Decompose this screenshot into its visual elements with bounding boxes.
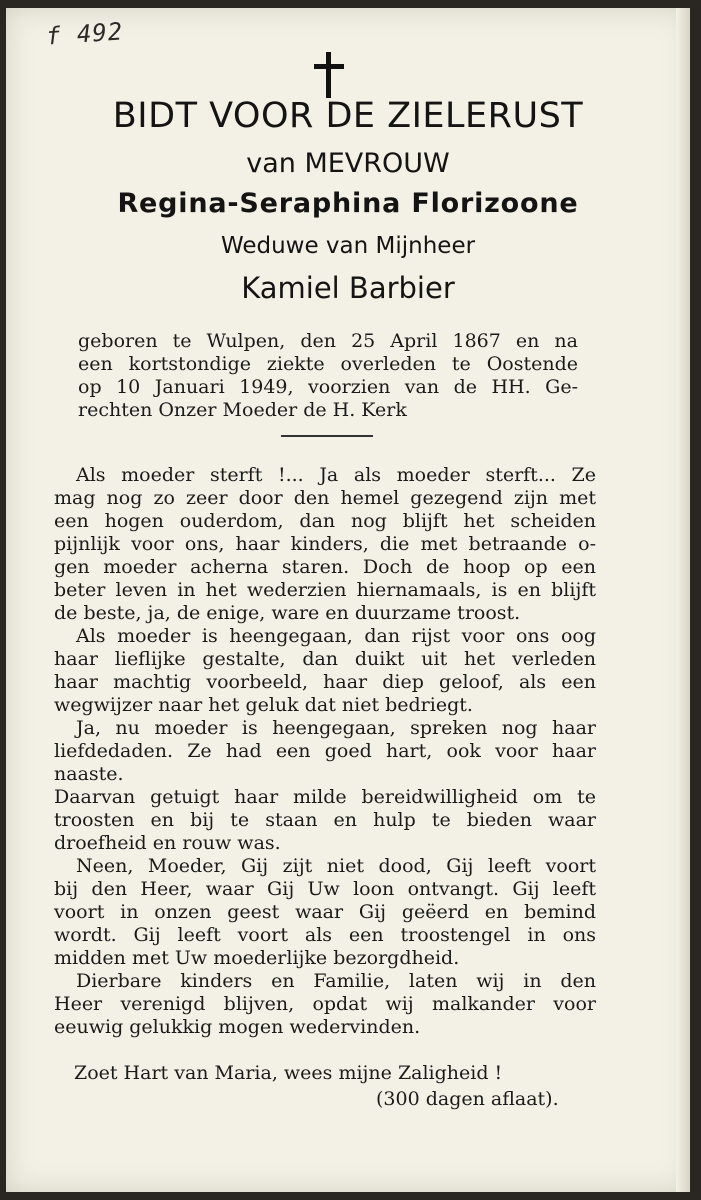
text-line: voort in onzen geest waar Gij geëerd en bemind [54,901,596,923]
text-line: droefheid en rouw was. [54,832,281,854]
biography-paragraph [78,330,578,422]
relation-line: Weduwe van Mijnheer [220,233,476,259]
bio-line: geboren te Wulpen, den 25 April 1867 en na [78,330,578,352]
text-line: een hogen ouderdom, dan nog blijft het scheiden [54,510,596,532]
text-line: naaste. [54,763,124,785]
deceased-name: Regina-Seraphina Florizoone [117,188,579,219]
indulgence-note: (300 dagen aflaat). [376,1088,559,1110]
handwritten-note: f 492 [45,17,125,51]
divider-line [281,435,373,437]
text-line: Dierbare kinders en Familie, laten wij in den [76,970,596,992]
text-line: Als moeder is heengegaan, dan rijst voor ons oog [76,625,596,647]
text-line: wegwijzer naar het geluk dat niet bedriegt. [54,694,473,716]
text-line: troosten en bij te staan en hulp te bieden waar [54,809,596,831]
bio-line: op 10 Januari 1949, voorzien van de HH. Ge- [78,376,578,398]
spouse-name: Kamiel Barbier [241,271,455,305]
text-line: de beste, ja, de enige, ware en duurzame troost. [54,602,521,624]
subheading: van MEVROUW [246,148,450,179]
text-line: midden met Uw moederlijke bezorgdheid. [54,947,460,969]
text-line: haar machtig voorbeeld, haar diep geloof, als een [54,671,596,693]
text-line: beter leven in het wederzien hiernamaals, is en blijft [54,579,596,601]
text-line: haar lieflijke gestalte, dan duikt uit het verleden [54,648,596,670]
text-line: eeuwig gelukkig mogen wedervinden. [54,1016,421,1038]
bio-line: een kortstondige ziekte overleden te Oostende [78,353,578,375]
text-line: pijnlijk voor ons, haar kinders, die met betraande o- [54,533,596,555]
text-line: Als moeder sterft !... Ja als moeder sterft... Ze [76,464,596,486]
text-line: Ja, nu moeder is heengegaan, spreken nog haar [76,717,596,739]
text-line: Heer verenigd blijven, opdat wij malkander voor [54,993,596,1015]
text-line: liefdedaden. Ze had een goed hart, ook voor haar [54,740,596,762]
card-edge-shadow [676,8,690,1192]
text-line: wordt. Gij leeft voort als een troostengel in ons [54,924,596,946]
bio-line: rechten Onzer Moeder de H. Kerk [78,399,407,421]
text-line: Daarvan getuigt haar milde bereidwilligheid om te [54,786,596,808]
text-line: gen moeder acherna staren. Doch de hoop op een [54,556,596,578]
text-line: mag nog zo zeer door den hemel gezegend zijn met [54,487,596,509]
heading: BIDT VOOR DE ZIELERUST [112,96,584,136]
text-line: Neen, Moeder, Gij zijt niet dood, Gij leeft voort [76,855,596,877]
memorial-text [54,464,596,1039]
closing-prayer: Zoet Hart van Maria, wees mijne Zaligheid ! [74,1062,503,1084]
cross-icon [314,52,344,98]
text-line: bij den Heer, waar Gij Uw loon ontvangt. Gij leeft [54,878,596,900]
memorial-card [6,8,690,1192]
